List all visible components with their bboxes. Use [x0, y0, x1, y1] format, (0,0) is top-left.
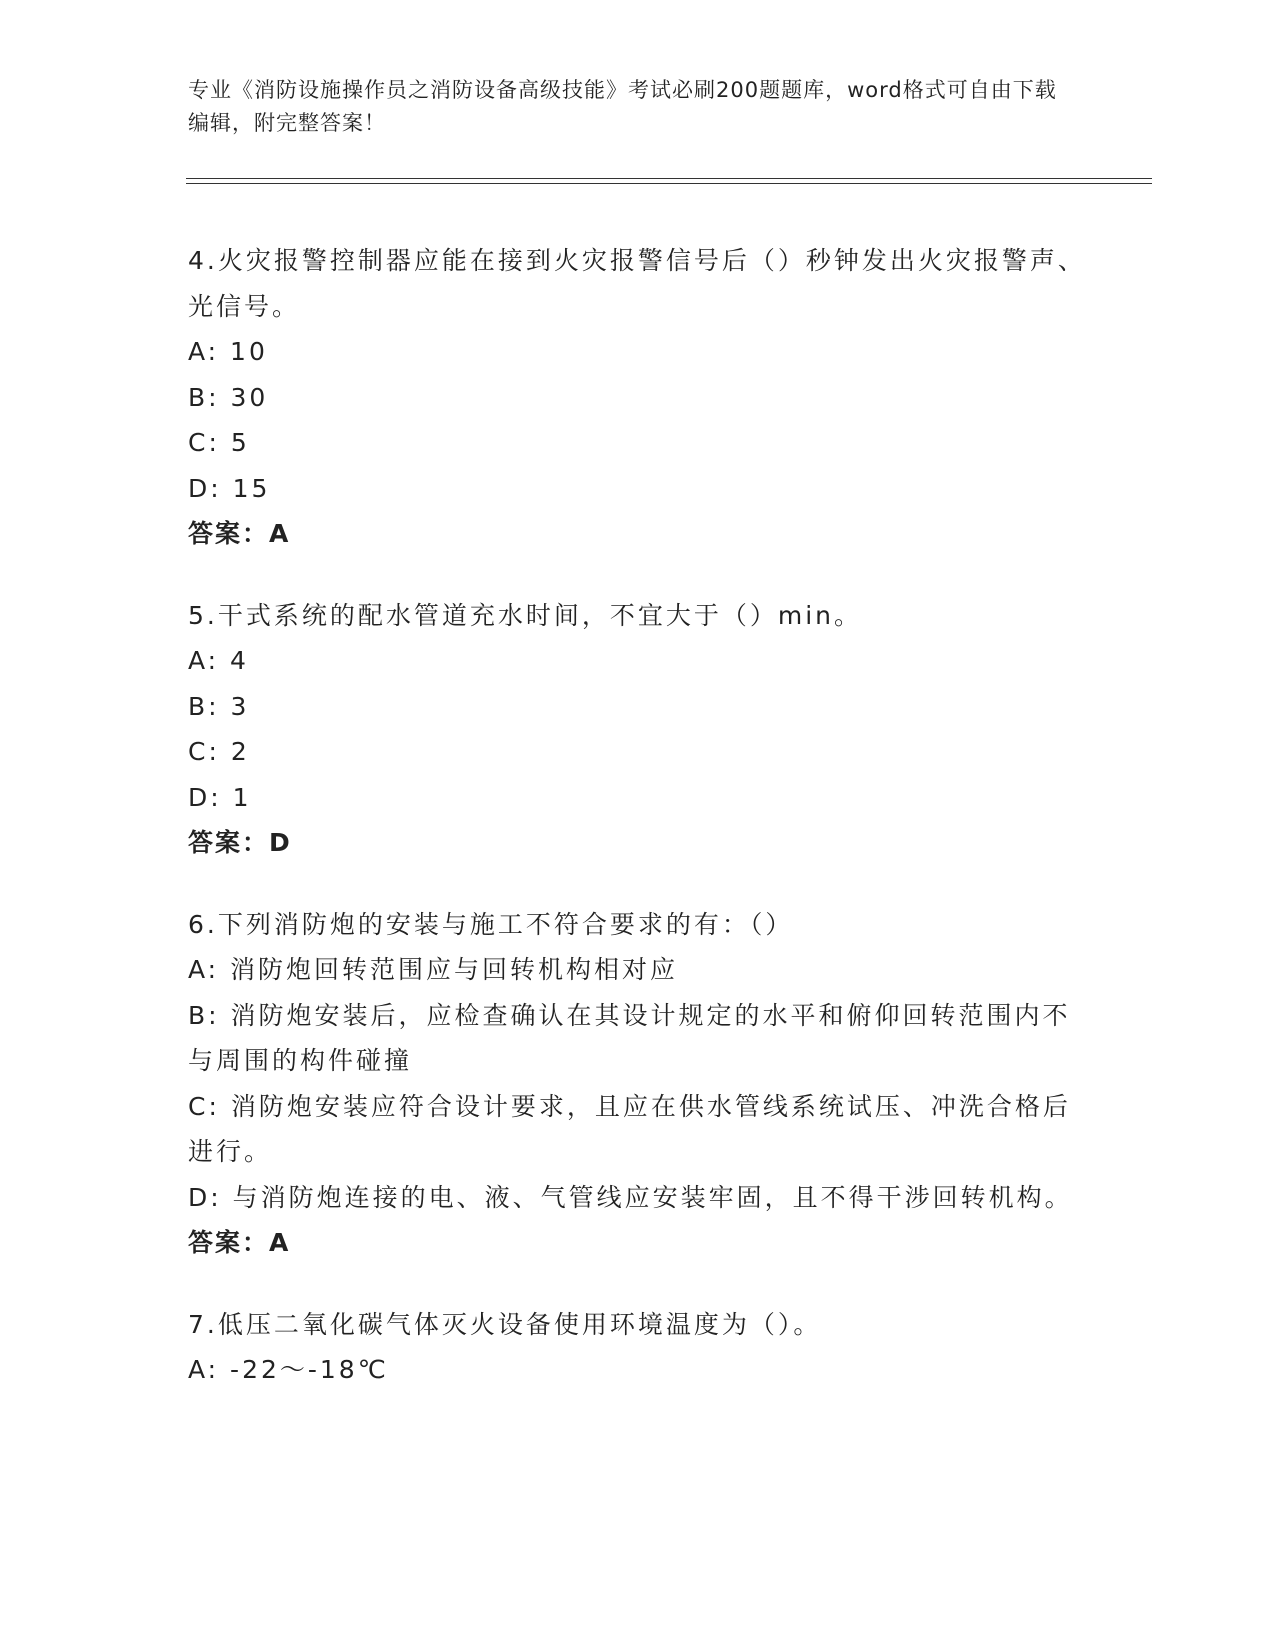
question-7: [188, 1302, 1088, 1393]
option-key: A: [188, 955, 208, 984]
option-b: [188, 993, 1088, 1084]
answer-label: 答案：A: [188, 1228, 291, 1257]
option-separator: :: [210, 782, 233, 812]
option-d: [188, 1175, 1088, 1221]
option-key: C: [188, 1091, 209, 1121]
option-text: 3: [230, 691, 250, 721]
option-text: 15: [232, 473, 271, 503]
option-text: 消防炮安装后，应检查确认在其设计规定的水平和俯仰回转范围内不与周围的构件碰撞: [188, 1000, 1071, 1075]
option-b: [188, 684, 1088, 730]
option-separator: :: [208, 428, 231, 457]
question-text: 4.火灾报警控制器应能在接到火灾报警信号后（）秒钟发出火灾报警声、光信号。: [188, 246, 1086, 321]
option-d: [188, 466, 1088, 512]
question-list: [188, 238, 1088, 1429]
option-key: B: [188, 1000, 209, 1030]
option-a: [188, 638, 1088, 684]
option-separator: :: [208, 737, 231, 766]
option-text: -22～-18℃: [230, 1355, 389, 1384]
option-key: C: [188, 737, 209, 766]
option-separator: :: [210, 1182, 233, 1212]
option-text: 消防炮回转范围应与回转机构相对应: [230, 955, 679, 984]
option-separator: :: [207, 646, 231, 675]
question-text: 5.干式系统的配水管道充水时间，不宜大于（）min。: [188, 600, 862, 630]
option-a: [188, 329, 1088, 375]
question-4: [188, 238, 1088, 557]
option-text: 10: [230, 337, 268, 366]
option-c: [188, 729, 1088, 775]
option-separator: :: [210, 473, 233, 503]
question-text: 7.低压二氧化碳气体灭火设备使用环境温度为（）。: [188, 1309, 822, 1339]
option-separator: :: [207, 955, 231, 984]
question-text: 6.下列消防炮的安装与施工不符合要求的有：（）: [188, 909, 794, 939]
option-separator: :: [207, 337, 231, 366]
answer-label: 答案：A: [188, 519, 291, 548]
option-a: [188, 947, 1088, 993]
option-key: D: [188, 1182, 211, 1212]
option-text: 30: [230, 382, 269, 412]
header-rule-top: [186, 178, 1152, 179]
option-separator: :: [208, 1091, 231, 1121]
option-text: 消防炮安装应符合设计要求，且应在供水管线系统试压、冲洗合格后进行。: [188, 1091, 1071, 1166]
option-text: 2: [230, 737, 250, 766]
option-text: 与消防炮连接的电、液、气管线应安装牢固，且不得干涉回转机构。: [232, 1182, 1073, 1212]
option-separator: :: [207, 1355, 231, 1384]
option-c: [188, 420, 1088, 466]
option-key: A: [188, 337, 208, 366]
option-text: 5: [230, 428, 250, 457]
option-separator: :: [208, 691, 231, 721]
option-key: B: [188, 382, 209, 412]
option-key: A: [188, 1355, 208, 1384]
option-c: [188, 1084, 1088, 1175]
option-separator: :: [208, 1000, 231, 1030]
document-intro: 专业《消防设施操作员之消防设备高级技能》考试必刷200题题库，word格式可自由下载编辑，附完整答案！: [188, 78, 1057, 135]
answer-label: 答案：D: [188, 828, 292, 857]
option-separator: :: [208, 382, 231, 412]
option-key: D: [188, 782, 211, 812]
option-b: [188, 375, 1088, 421]
option-key: D: [188, 473, 211, 503]
option-text: 4: [230, 646, 249, 675]
option-key: B: [188, 691, 209, 721]
option-a: [188, 1347, 1088, 1393]
option-d: [188, 775, 1088, 821]
header-rule-bottom: [186, 183, 1152, 184]
question-5: [188, 593, 1088, 866]
option-key: C: [188, 428, 209, 457]
question-6: [188, 902, 1088, 1266]
option-key: A: [188, 646, 208, 675]
option-text: 1: [232, 782, 252, 812]
